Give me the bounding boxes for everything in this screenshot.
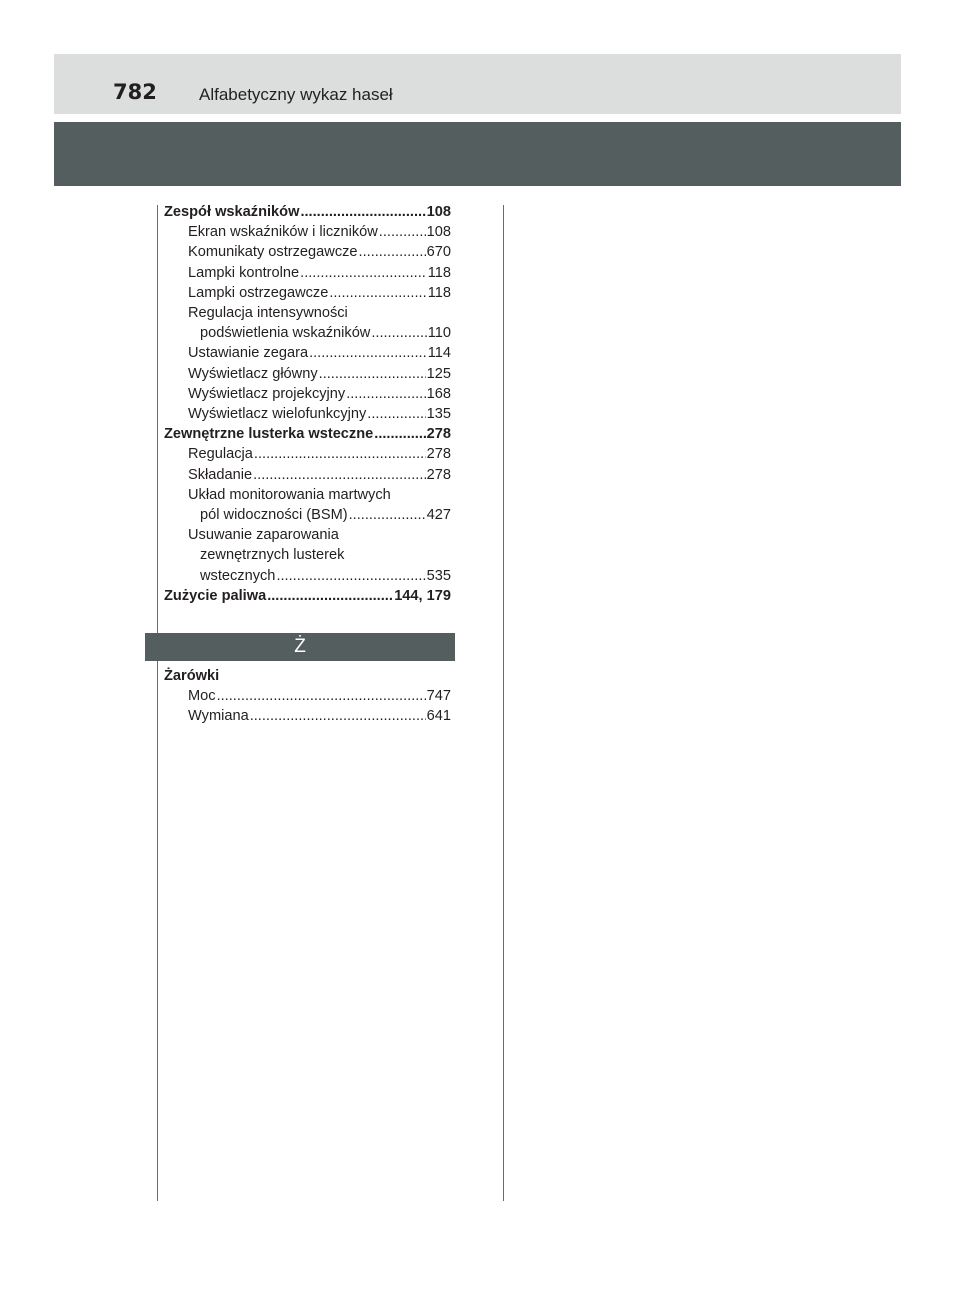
index-entry-label: Komunikaty ostrzegawcze [188,244,358,261]
column-rule-left [157,205,158,1201]
dot-leader [300,202,425,222]
dot-leader [346,384,425,404]
index-entry [164,323,451,343]
dot-leader [329,283,426,303]
index-entry-page: 108 [426,204,451,220]
dot-leader [309,343,427,363]
index-entry-label: Wyświetlacz główny [188,365,318,382]
index-entry-page: 135 [426,406,451,423]
index-entry-page: 125 [426,365,451,382]
section-band [54,122,901,186]
index-entry-label: pól widoczności (BSM) [200,507,348,524]
index-entry-label: Ekran wskaźników i liczników [188,224,378,241]
dot-leader [367,404,425,424]
index-entry-page: 747 [426,688,451,705]
dot-leader [217,686,426,706]
dot-leader [267,586,393,606]
index-entry-label: Zużycie paliwa [164,587,267,604]
index-entries-z [164,666,451,727]
dot-leader [349,505,426,525]
index-entry-label: Ustawianie zegara [188,345,309,362]
index-entries [164,202,451,606]
index-entry-page: 168 [426,385,451,402]
index-entry-label: Składanie [188,466,253,483]
dot-leader [300,263,427,283]
index-entry-label: Wymiana [188,708,249,725]
index-entry-page: 108 [426,224,451,241]
index-entry-page: 114 [427,345,451,362]
dot-leader [319,364,426,384]
index-entry-page: 144, 179 [394,587,451,604]
index-entry-label: podświetlenia wskaźników [200,325,371,342]
index-entry [164,364,451,384]
index-entry [164,242,451,262]
header-band [54,54,901,114]
index-entry-page: 641 [426,708,451,725]
index-entry [164,283,451,303]
index-entry-label: Lampki ostrzegawcze [188,284,329,301]
index-entry-page: 118 [427,264,451,281]
index-entry-label: Regulacja intensywności [188,305,348,322]
dot-leader [371,323,426,343]
index-entry [164,686,451,706]
index-entry [164,263,451,283]
index-entry [164,505,451,525]
index-entry-label: Żarówki [164,668,220,684]
index-entry-label: Lampki kontrolne [188,264,300,281]
index-entry [164,343,451,363]
index-entry-label: Zespół wskaźników [164,204,300,220]
index-entry-label: zewnętrznych lusterek [200,547,345,564]
index-entry-page: 427 [426,507,451,524]
index-entry [164,706,451,726]
index-entry-page: 535 [426,567,451,584]
index-entry [164,424,451,444]
index-entry-label: Zewnętrzne lusterka wsteczne [164,426,374,443]
dot-leader [250,706,426,726]
dot-leader [253,465,426,485]
index-entry-page: 278 [426,466,451,483]
index-entry-label: Regulacja [188,446,253,463]
dot-leader [374,424,425,444]
page-title: Alfabetyczny wykaz haseł [199,85,393,104]
index-entry-label: Wyświetlacz projekcyjny [188,385,346,402]
index-entry [164,586,451,606]
index-entry-label: Usuwanie zaparowania [188,527,339,544]
index-entry [164,566,451,586]
index-entry-page: 278 [426,426,451,443]
section-letter-heading: Ż [145,633,455,661]
index-entry [164,202,451,222]
index-entry [164,465,451,485]
index-entry-page: 278 [426,446,451,463]
index-entry-page: 110 [427,325,451,342]
column-rule-right [503,205,504,1201]
index-entry-label: wstecznych [200,567,276,584]
index-entry [164,384,451,404]
index-entry-label: Moc [188,688,216,705]
page-number: 782 [113,80,157,104]
index-entry [164,222,451,242]
dot-leader [359,242,426,262]
index-entry-page: 118 [427,284,451,301]
dot-leader [379,222,426,242]
index-entry-label: Układ monitorowania martwych [188,486,391,503]
index-entry-label: Wyświetlacz wielofunkcyjny [188,406,367,423]
index-entry [164,444,451,464]
dot-leader [254,444,426,464]
index-entry [164,404,451,424]
dot-leader [276,566,425,586]
index-entry-page: 670 [426,244,451,261]
